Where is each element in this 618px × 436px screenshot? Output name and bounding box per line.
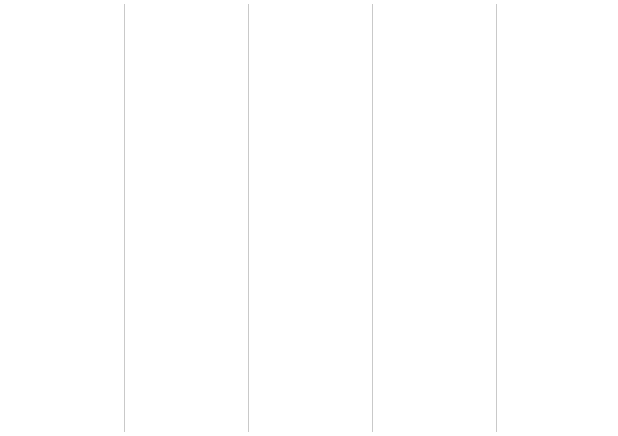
text-column-4: [372, 4, 496, 432]
text-column-1: [0, 4, 124, 432]
text-column-3: [248, 4, 372, 432]
text-column-5: [496, 4, 618, 432]
text-column-2: [124, 4, 248, 432]
